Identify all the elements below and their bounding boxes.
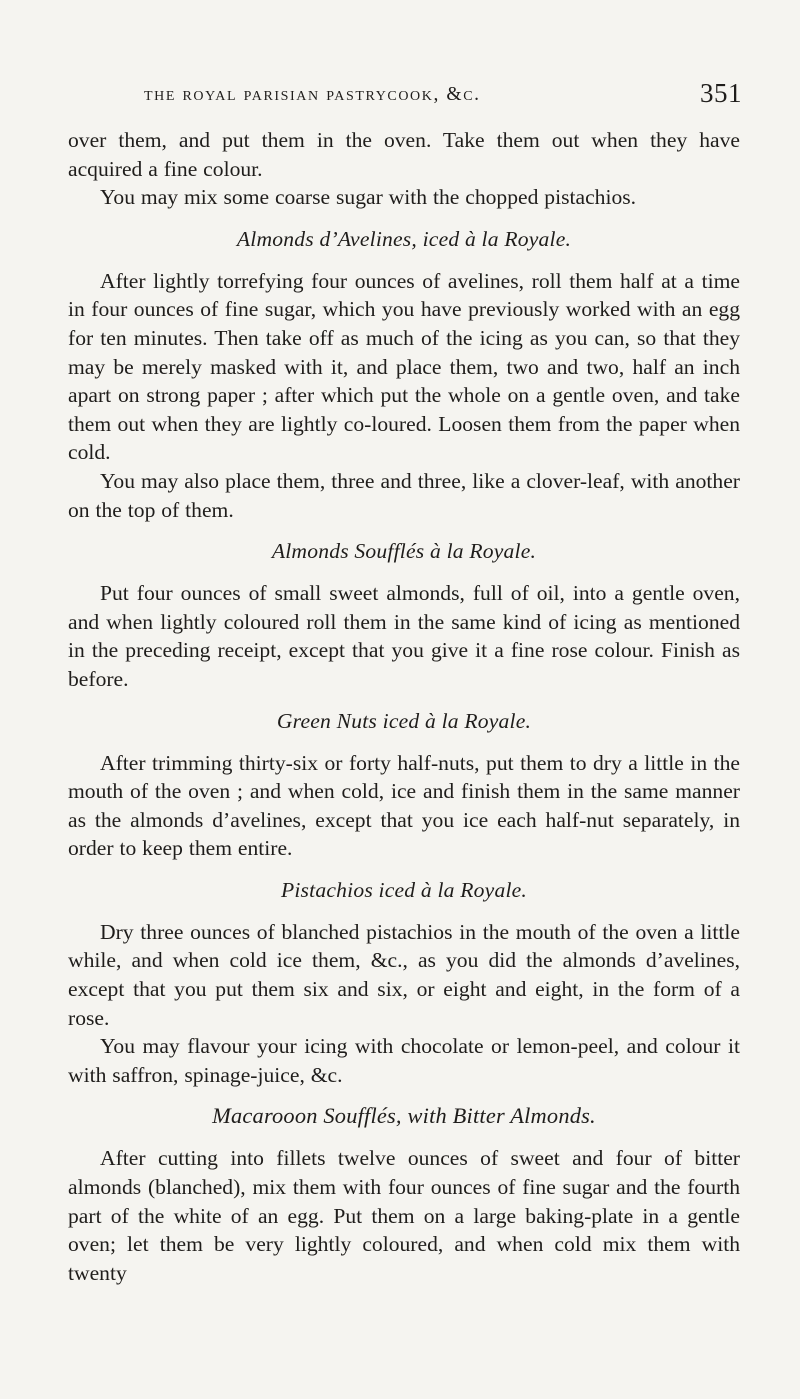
recipe-heading: Almonds d’Avelines, iced à la Royale. — [236, 226, 572, 251]
paragraph: After lightly torrefying four ounces of avelines, roll them half at a time in four ounces of fine sugar, which you have previously worked with an egg for ten minutes. Then take off as much of the icing as you can, so that they may be merely masked with it, and place them, two and two, half an inch apart on strong paper ; after which put the whole on a gentle oven, and take them out when they are lightly co-loured. Loosen them from the paper when cold. — [68, 268, 740, 465]
recipe-heading: Green Nuts iced à la Royale. — [276, 708, 532, 733]
paragraph: You may also place them, three and three, like a clover-leaf, with another on the top of them. — [68, 468, 740, 522]
recipe-heading: Almonds Soufflés à la Royale. — [271, 539, 537, 564]
paragraph: After cutting into fillets twelve ounces of sweet and four of bitter almonds (blanched), mix them with four ounces of fine sugar and the fourth part of the white of an egg. Put them on a large baking-plate in a gentle oven; let them be very lightly coloured, and when cold mix them with twenty — [68, 1146, 740, 1285]
paragraph-continued: over them, and put them in the oven. Take them out when they have acquired a fine colour. — [68, 128, 740, 181]
running-head — [68, 78, 740, 122]
paragraph: After trimming thirty-six or forty half-nuts, put them to dry a little in the mouth of the oven ; and when cold, ice and finish them in the same manner as the almonds d’avelines, except that you ice each half-nut separately, in order to keep them entire. — [68, 750, 740, 861]
body-text — [68, 126, 740, 1287]
paragraph: You may mix some coarse sugar with the chopped pistachios. — [100, 185, 637, 210]
paragraph: Put four ounces of small sweet almonds, full of oil, into a gentle oven, and when lightly coloured roll them in the same kind of icing as mentioned in the preceding receipt, except that you give it a fine rose colour. Finish as before. — [68, 581, 740, 691]
paragraph: You may flavour your icing with chocolate or lemon-peel, and colour it with saffron, spinage-juice, &c. — [68, 1034, 740, 1087]
running-title: the royal parisian pastrycook, &c. — [144, 84, 481, 105]
paragraph: Dry three ounces of blanched pistachios in the mouth of the oven a little while, and when cold ice them, &c., as you did the almonds d’avelines, except that you put them six and six, or eight and eight, in the form of a rose. — [68, 919, 740, 1030]
recipe-heading: Pistachios iced à la Royale. — [280, 877, 528, 902]
page-number: 351 — [700, 78, 742, 108]
recipe-heading: Macarooon Soufflés, with Bitter Almonds. — [212, 1103, 596, 1129]
